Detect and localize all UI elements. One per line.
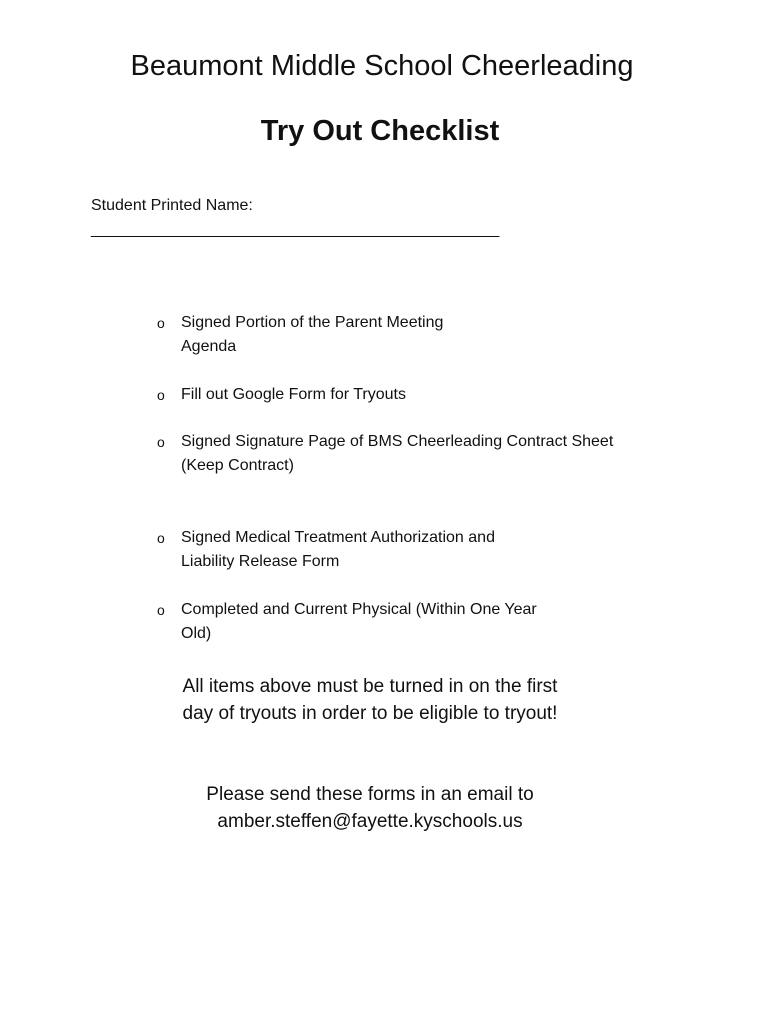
- school-title: Beaumont Middle School Cheerleading: [130, 50, 634, 82]
- checklist-item-text: Signed Portion of the Parent Meeting Agenda: [181, 314, 444, 355]
- student-name-line: ________________________________________________: [91, 221, 499, 238]
- checklist-item-text: Completed and Current Physical (Within One Year Old): [181, 601, 537, 642]
- bullet-icon: o: [157, 530, 165, 546]
- bullet-icon: o: [157, 387, 165, 403]
- checklist-item-google-form: [157, 383, 617, 407]
- checklist-item-text: Signed Signature Page of BMS Cheerleading Contract Sheet (Keep Contract): [181, 433, 614, 474]
- checklist-item-text: Fill out Google Form for Tryouts: [181, 386, 406, 403]
- checklist-item-medical: [157, 526, 617, 574]
- checklist-item-physical: [157, 598, 617, 646]
- bullet-icon: o: [157, 602, 165, 618]
- page-title: Try Out Checklist: [260, 115, 500, 147]
- bullet-icon: o: [157, 315, 165, 331]
- bullet-icon: o: [157, 434, 165, 450]
- checklist-item-contract: [157, 430, 617, 478]
- checklist-item-parent-agenda: [157, 311, 617, 359]
- checklist-item-text: Signed Medical Treatment Authorization and Liability Release Form: [181, 529, 495, 570]
- email-instruction: Please send these forms in an email to amber.steffen@fayette.kyschools.us: [206, 784, 534, 832]
- student-name-label: Student Printed Name:: [91, 197, 253, 214]
- eligibility-notice: All items above must be turned in on the first day of tryouts in order to be eligible to tryout!: [182, 676, 558, 724]
